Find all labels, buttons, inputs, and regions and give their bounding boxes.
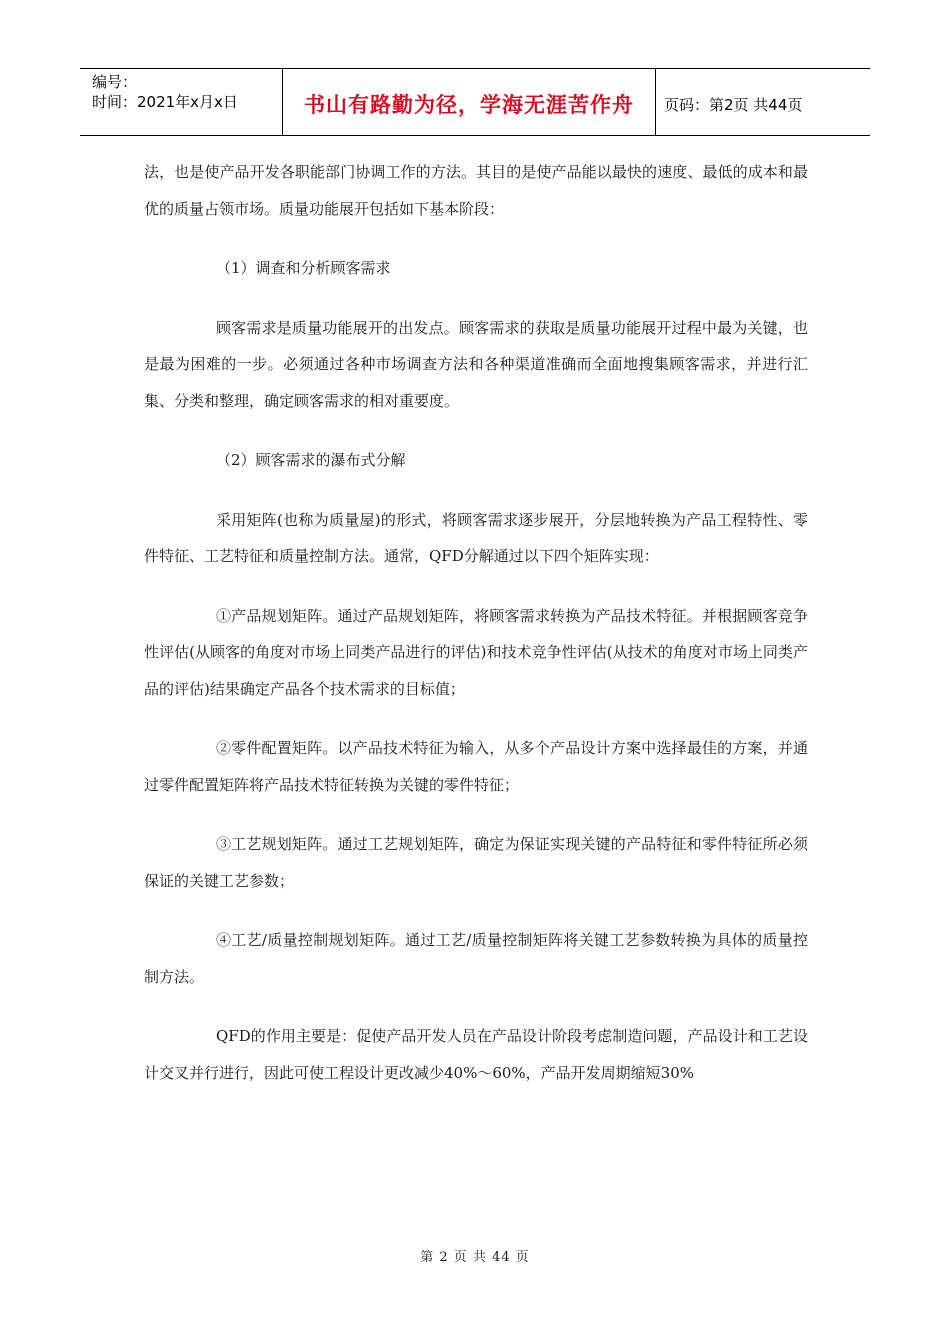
document-date: 时间：2021年x月x日 — [92, 93, 238, 111]
header-meta — [80, 69, 282, 135]
document-number-label: 编号： — [92, 73, 138, 91]
header-motto: 书山有路勤为径，学海无涯苦作舟 — [282, 69, 656, 135]
page-footer: 第 2 页 共 44 页 — [420, 1250, 530, 1265]
list-item: ③工艺规划矩阵。通过工艺规划矩阵，确定为保证实现关键的产品特征和零件特征所必须保证的关键工艺参数； — [144, 835, 808, 890]
paragraph: 采用矩阵(也称为质量屋)的形式，将顾客需求逐步展开，分层地转换为产品工程特性、零件特征、工艺特征和质量控制方法。通常，QFD分解通过以下四个矩阵实现： — [144, 510, 808, 565]
section-heading: （1）调查和分析顾客需求 — [216, 259, 391, 277]
header-page-info: 页码：第2页 共44页 — [664, 95, 803, 114]
paragraph: 法，也是使产品开发各职能部门协调工作的方法。其目的是使产品能以最快的速度、最低的成本和最优的质量占领市场。质量功能展开包括如下基本阶段： — [144, 163, 808, 218]
document-body — [144, 154, 808, 1114]
section-heading: （2）顾客需求的瀑布式分解 — [216, 451, 406, 469]
paragraph: 顾客需求是质量功能展开的出发点。顾客需求的获取是质量功能展开过程中最为关键，也是最为困难的一步。必须通过各种市场调查方法和各种渠道准确而全面地搜集顾客需求，并进行汇集、分类和整理，确定顾客需求的相对重要度。 — [144, 318, 808, 410]
paragraph: QFD的作用主要是：促使产品开发人员在产品设计阶段考虑制造问题，产品设计和工艺设计交叉并行进行，因此可使工程设计更改减少40%～60%，产品开发周期缩短30% — [144, 1027, 808, 1082]
page-header — [80, 68, 870, 136]
list-item: ①产品规划矩阵。通过产品规划矩阵，将顾客需求转换为产品技术特征。并根据顾客竞争性评估(从顾客的角度对市场上同类产品进行的评估)和技术竞争性评估(从技术的角度对市场上同类产品的评估)结果确定产品各个技术需求的目标值； — [144, 606, 808, 698]
list-item: ④工艺/质量控制规划矩阵。通过工艺/质量控制矩阵将关键工艺参数转换为具体的质量控制方法。 — [144, 931, 808, 986]
list-item: ②零件配置矩阵。以产品技术特征为输入，从多个产品设计方案中选择最佳的方案，并通过零件配置矩阵将产品技术特征转换为关键的零件特征； — [144, 739, 808, 794]
